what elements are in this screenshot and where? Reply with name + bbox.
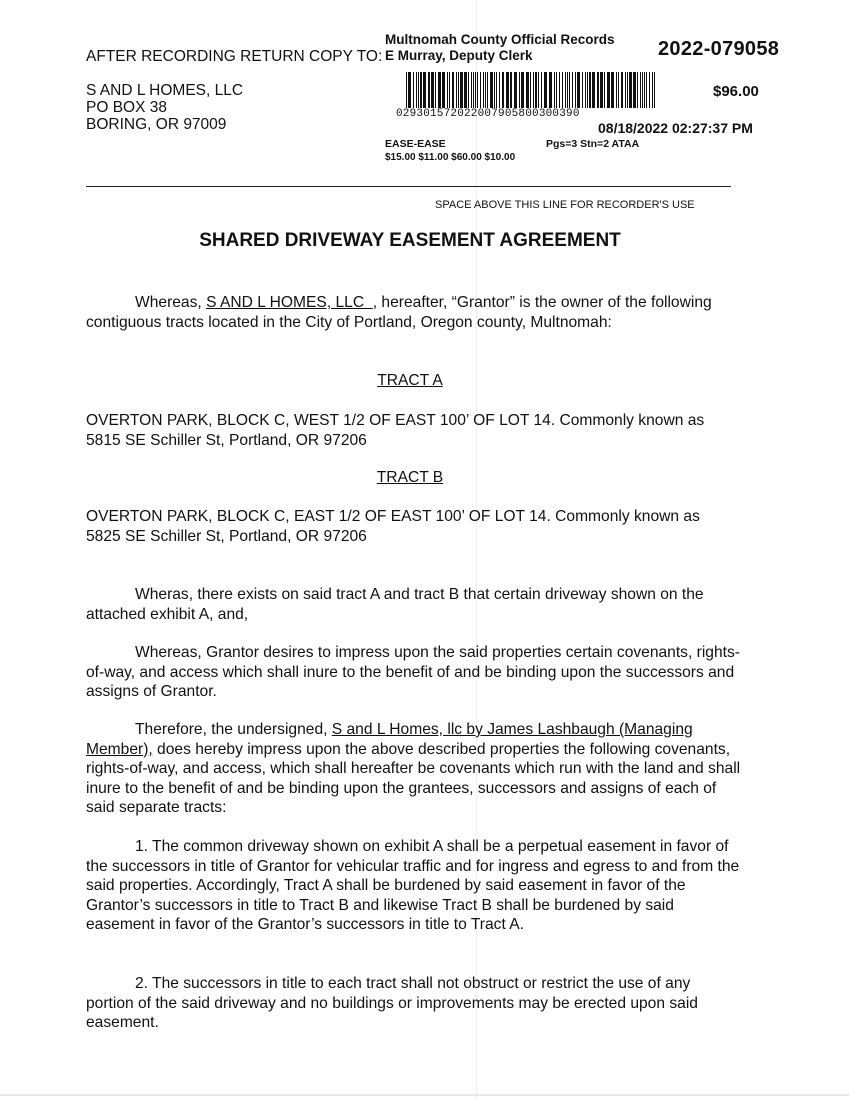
intro-paragraph	[86, 293, 741, 332]
whereas-driveway-paragraph: Wheras, there exists on said tract A and tract B that certain driveway shown on the attached exhibit A, and,	[86, 586, 704, 623]
record-number: 2022-079058	[658, 38, 780, 60]
barcode-bar	[468, 72, 469, 108]
barcode-bar	[473, 72, 474, 108]
barcode-bar	[514, 72, 517, 108]
barcode-bar	[530, 72, 531, 108]
barcode-bar	[471, 72, 472, 108]
barcode-bar	[494, 72, 495, 108]
barcode-bar	[569, 72, 570, 108]
barcode-bar	[587, 72, 588, 108]
barcode-bar	[483, 72, 484, 108]
barcode-bar	[654, 72, 655, 108]
fee-codes: EASE-EASE	[385, 138, 446, 150]
barcode-bar	[435, 72, 436, 108]
barcode-bar	[562, 72, 563, 108]
barcode-bar	[428, 72, 430, 108]
barcode-bar	[485, 72, 486, 108]
barcode-bar	[649, 72, 650, 108]
barcode-bar	[423, 72, 426, 108]
page-station-info: Pgs=3 Stn=2 ATAA	[546, 138, 640, 150]
therefore-paragraph	[86, 720, 741, 818]
return-address	[86, 82, 243, 133]
barcode-bar	[616, 72, 617, 108]
return-address-line2: BORING, OR 97009	[86, 116, 227, 133]
tract-a-heading: TRACT A	[377, 372, 443, 389]
barcode-bar	[597, 72, 599, 108]
barcode-bar	[637, 72, 638, 108]
barcode-bar	[438, 72, 441, 108]
recording-barcode	[404, 72, 664, 108]
scan-fold-line	[476, 0, 477, 1100]
barcode-bar	[582, 72, 583, 108]
barcode-bar	[533, 72, 534, 108]
barcode-bar	[544, 72, 547, 108]
barcode-bar	[502, 72, 504, 108]
barcode-bar	[644, 72, 645, 108]
barcode-bar	[538, 72, 539, 108]
barcode-bar	[618, 72, 619, 108]
recorder-office: Multnomah County Official Records	[385, 32, 615, 47]
barcode-bar	[627, 72, 628, 108]
intro-post: , hereafter, “Grantor” is the owner of the following contiguous tracts located in the City of Portland, Oregon county, Multnomah:	[86, 294, 712, 331]
barcode-bar	[413, 72, 414, 108]
barcode-bar	[589, 72, 591, 108]
barcode-bar	[521, 72, 524, 108]
barcode-bar	[499, 72, 500, 108]
barcode-bar	[510, 72, 512, 108]
return-to-label: AFTER RECORDING RETURN COPY TO:	[86, 48, 383, 65]
barcode-bar	[480, 72, 481, 108]
whereas-covenants-paragraph: Whereas, Grantor desires to impress upon the said properties certain covenants, rights-of-way, and access which shall inure to the benefit of and be binding upon the successors and assigns of Grantor.	[86, 644, 740, 700]
barcode-number: 029301572022007905800300390	[396, 108, 580, 120]
barcode-bar	[464, 72, 467, 108]
barcode-bar	[408, 72, 411, 108]
barcode-bar	[642, 72, 643, 108]
scan-edge	[0, 1094, 849, 1096]
barcode-bar	[431, 72, 434, 108]
barcode-bar	[418, 72, 419, 108]
barcode-bar	[652, 72, 653, 108]
barcode-bar	[416, 72, 417, 108]
barcode-bar	[565, 72, 566, 108]
barcode-bar	[496, 72, 497, 108]
barcode-bar	[475, 72, 476, 108]
return-address-line1: PO BOX 38	[86, 99, 167, 116]
barcode-bar	[629, 72, 632, 108]
clause-2: 2. The successors in title to each tract shall not obstruct or restrict the use of any portion of the said driveway and no buildings or improvements may be erected upon said easement.	[86, 975, 698, 1031]
recording-fee-total: $96.00	[713, 83, 759, 100]
barcode-bar	[585, 72, 586, 108]
barcode-bar	[506, 72, 509, 108]
barcode-bar	[607, 72, 610, 108]
barcode-bar	[625, 72, 626, 108]
barcode-bar	[406, 72, 407, 108]
signer-name: S and L Homes, llc by James Lashbaugh (Managing Member),	[86, 721, 693, 758]
therefore-post: does hereby impress upon the above described properties the following covenants, rights-of-way, and access, which shall hereafter be covenants which run with the land and shall inure to the benefit of and be binding upon the grantees, successors and assigns of each of said separate tracts:	[86, 740, 741, 816]
grantor-name: S AND L HOMES, LLC	[206, 294, 373, 311]
clause-1: 1. The common driveway shown on exhibit A shall be a perpetual easement in favor of the successors in title of Grantor for vehicular traffic and for ingress and egress to and from the said properties. Accordingly, Tract A shall be burdened by said easement in favor of the Grantor’s successors in title to Tract B and likewise Tract B shall be burdened by said easement in favor of the Grantor’s successors in title to Tract A.	[86, 838, 740, 933]
document-title: SHARED DRIVEWAY EASEMENT AGREEMENT	[199, 230, 621, 251]
intro-pre: Whereas,	[135, 294, 207, 311]
barcode-bar	[611, 72, 614, 108]
barcode-bar	[456, 72, 457, 108]
therefore-pre: Therefore, the undersigned,	[135, 721, 332, 738]
barcode-bar	[447, 72, 448, 108]
barcode-bar	[640, 72, 641, 108]
barcode-bar	[519, 72, 520, 108]
barcode-bar	[541, 72, 542, 108]
return-name: S AND L HOMES, LLC	[86, 82, 244, 99]
barcode-bar	[458, 72, 459, 108]
barcode-bar	[490, 72, 493, 108]
barcode-bar	[575, 72, 576, 108]
barcode-bar	[567, 72, 568, 108]
barcode-bar	[600, 72, 603, 108]
recorder-clerk: E Murray, Deputy Clerk	[385, 48, 533, 63]
barcode-bar	[460, 72, 463, 108]
recorder-space-note: SPACE ABOVE THIS LINE FOR RECORDER'S USE	[435, 199, 695, 211]
barcode-bar	[559, 72, 560, 108]
barcode-bar	[592, 72, 595, 108]
barcode-bar	[420, 72, 422, 108]
barcode-bar	[604, 72, 605, 108]
barcode-bar	[477, 72, 478, 108]
barcode-bar	[646, 72, 647, 108]
barcode-bar	[621, 72, 623, 108]
barcode-bar	[554, 72, 555, 108]
recording-datetime: 08/18/2022 02:27:37 PM	[598, 120, 753, 136]
tract-b-description: OVERTON PARK, BLOCK C, EAST 1/2 OF EAST 100’ OF LOT 14. Commonly known as 5825 SE Schiller St, Portland, OR 97206	[86, 508, 700, 545]
barcode-bar	[526, 72, 529, 108]
barcode-bar	[556, 72, 557, 108]
barcode-bar	[452, 72, 454, 108]
barcode-bar	[577, 72, 580, 108]
barcode-bar	[487, 72, 488, 108]
fee-amounts: $15.00 $11.00 $60.00 $10.00	[385, 152, 516, 163]
barcode-bar	[535, 72, 537, 108]
barcode-bar	[449, 72, 450, 108]
tract-a-description: OVERTON PARK, BLOCK C, WEST 1/2 OF EAST 100’ OF LOT 14. Commonly known as 5815 SE Schiller St, Portland, OR 97206	[86, 412, 705, 449]
recorder-divider	[86, 186, 731, 187]
barcode-bar	[549, 72, 552, 108]
barcode-bar	[633, 72, 636, 108]
barcode-bar	[572, 72, 573, 108]
tract-b-heading: TRACT B	[376, 469, 444, 486]
barcode-bar	[442, 72, 445, 108]
